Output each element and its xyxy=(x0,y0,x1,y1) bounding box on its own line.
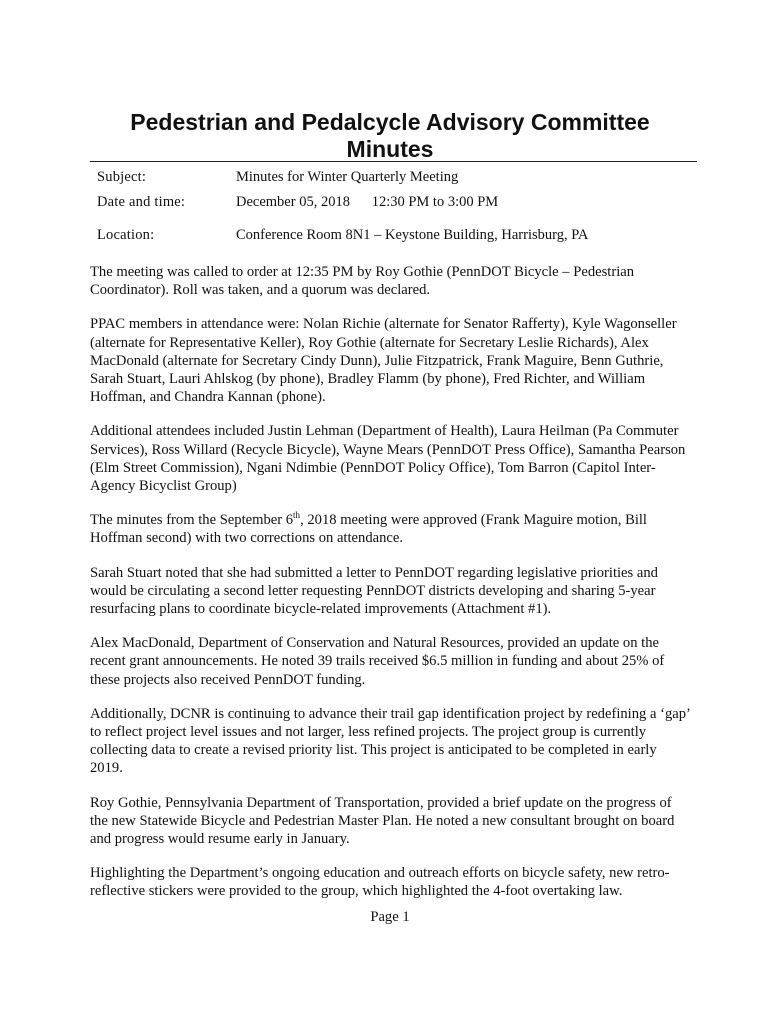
paragraph-outreach-stickers: Highlighting the Department’s ongoing education and outreach efforts on bicycle safety, new retro-reflective stickers were provided to the group, which highlighted the 4-foot overtaking law. xyxy=(90,865,670,900)
paragraph-members-attendance: PPAC members in attendance were: Nolan Richie (alternate for Senator Rafferty), Kyle Wagonseller (alternate for Representative Keller), Roy Gothie (alternate for Secretary Leslie Richards), Alex MacDonald (alternate for Secretary Cindy Dunn), Julie Fitzpatrick, Frank Maguire, Benn Guthrie, Sarah Stuart, Lauri Ahlskog (by phone), Bradley Flamm (by phone), Fred Richter, and William Hoffman, and Chandra Kannan (phone). xyxy=(90,316,677,406)
subject-value: Minutes for Winter Quarterly Meeting xyxy=(236,169,459,185)
page-number: Page 1 xyxy=(370,909,410,925)
paragraph-sarah-stuart-letter: Sarah Stuart noted that she had submitted a letter to PennDOT regarding legislative priorities and would be circulating a second letter requesting PennDOT districts developing and sharing 5-year resurfacing plans to coordinate bicycle-related improvements (Attachment #1). xyxy=(90,564,658,618)
minutes-approval-text-start: The minutes from the September 6 xyxy=(90,512,294,529)
subject-label: Subject: xyxy=(97,169,147,185)
title-divider xyxy=(90,161,697,162)
datetime-label: Date and time: xyxy=(97,194,186,210)
minutes-body xyxy=(90,263,690,901)
location-value: Conference Room 8N1 – Keystone Building, Harrisburg, PA xyxy=(236,227,589,243)
location-label: Location: xyxy=(97,227,155,243)
paragraph-minutes-approval xyxy=(90,511,690,547)
paragraph-additional-attendees: Additional attendees included Justin Lehman (Department of Health), Laura Heilman (Pa Commuter Services), Ross Willard (Recycle Bicycle), Wayne Mears (PennDOT Press Office), Samantha Pearson (Elm Street Commission), Ngani Ndimbie (PennDOT Policy Office), Tom Barron (Capitol Inter-Agency Bicyclist Group) xyxy=(90,423,686,495)
minutes-approval-text-end: , 2018 meeting were approved (Frank Maguire motion, Bill Hoffman second) with two corrections on attendance. xyxy=(90,512,647,547)
paragraph-dcnr-trail-gap: Additionally, DCNR is continuing to advance their trail gap identification project by redefining a ‘gap’ to reflect project level issues and not larger, less refined projects. The project group is currently collecting data to create a revised priority list. This project is anticipated to be completed in early 2019. xyxy=(90,705,690,777)
paragraph-call-to-order: The meeting was called to order at 12:35 PM by Roy Gothie (PennDOT Bicycle – Pedestrian Coordinator). Roll was taken, and a quorum was declared. xyxy=(90,264,635,299)
title-line-1: Pedestrian and Pedalcycle Advisory Committee xyxy=(130,109,650,135)
datetime-value: December 05, 2018 12:30 PM to 3:00 PM xyxy=(236,194,499,210)
ordinal-superscript: th xyxy=(293,510,301,521)
document-title xyxy=(90,109,690,163)
paragraph-master-plan: Roy Gothie, Pennsylvania Department of Transportation, provided a brief update on the progress of the new Statewide Bicycle and Pedestrian Master Plan. He noted a new consultant brought on board and progress would resume early in January. xyxy=(90,794,675,848)
title-line-2: Minutes xyxy=(346,136,434,162)
paragraph-dcnr-grants: Alex MacDonald, Department of Conservation and Natural Resources, provided an update on the recent grant announcements. He noted 39 trails received $6.5 million in funding and about 25% of these projects also received PennDOT funding. xyxy=(90,635,665,688)
